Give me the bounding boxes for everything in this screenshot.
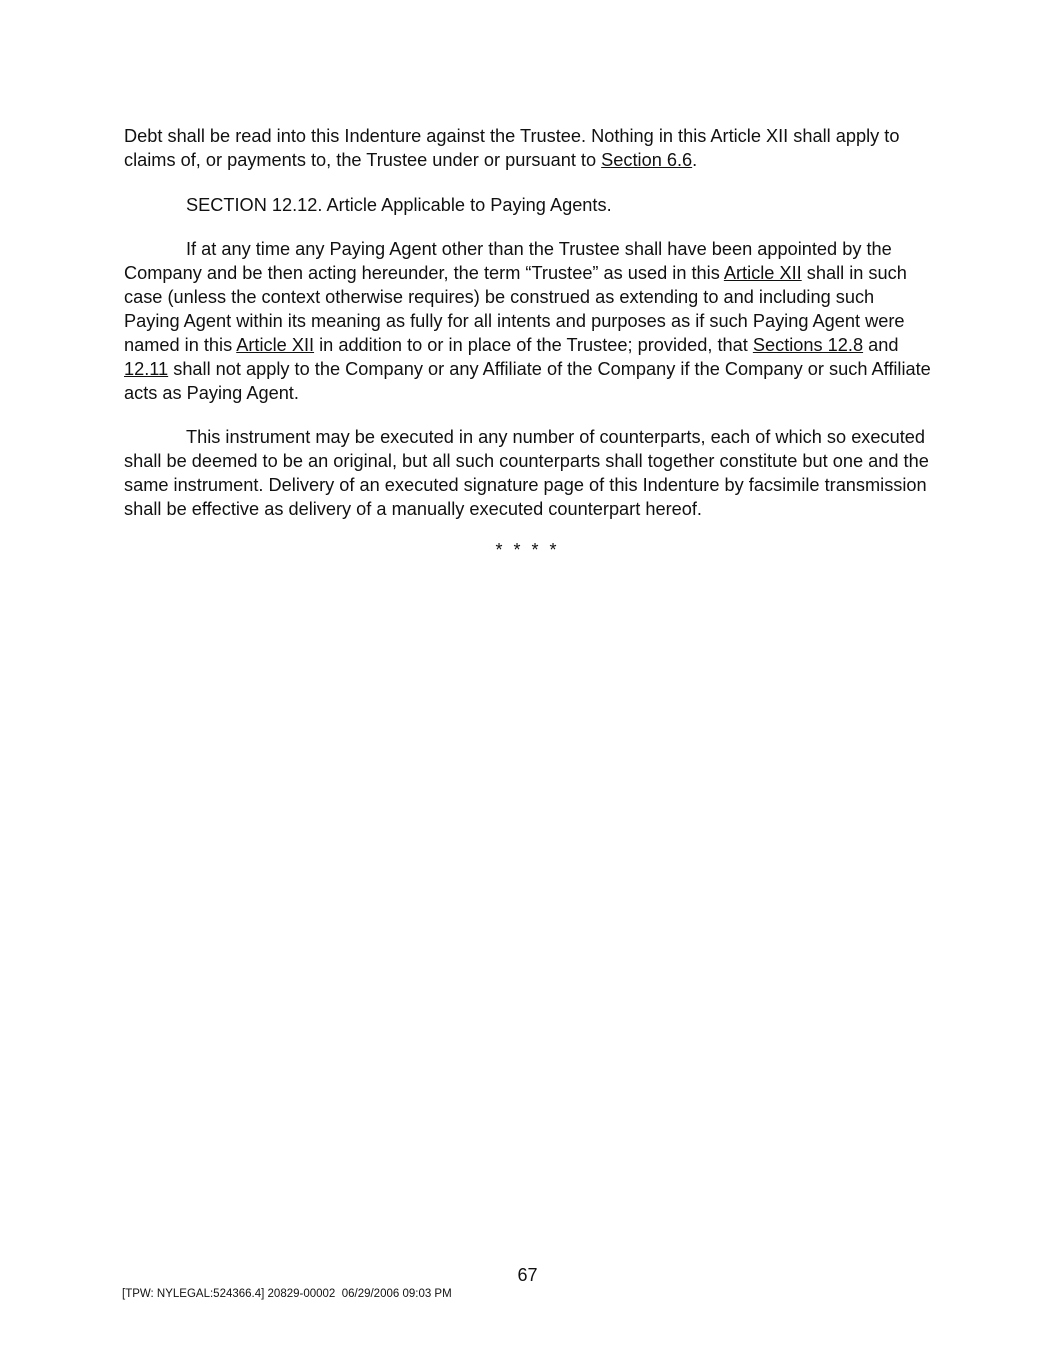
sections-12-8-reference: Sections 12.8 [752,335,864,355]
paragraph-text: shall in such case (unless the context otherwise requires) be construed as extending to and including such Paying Agent within its meaning as fully for all intents and purposes as if such Paying Agent were named in this [124,263,907,355]
section-separator: * * * * [495,540,560,560]
paragraph-text: Debt shall be read into this Indenture against the Trustee. Nothing in this Article XII shall apply to claims of, or payments to, the Trustee under or pursuant to [124,126,900,170]
page-number: 67 [517,1265,538,1285]
paragraph-paying-agent [124,237,934,405]
paragraph-text: If at any time any Paying Agent other than the Trustee shall have been appointed by the Company and be then acting hereunder, the term “Trustee” as used in this [124,239,892,283]
section-12-11-reference: 12.11 [124,359,169,379]
paragraph-text: . [692,150,698,170]
document-footer-reference: [TPW: NYLEGAL:524366.4] 20829-00002 06/29/2006 09:03 PM [122,1288,452,1300]
paragraph-counterparts: This instrument may be executed in any number of counterparts, each of which so executed shall be deemed to be an original, but all such counterparts shall together constitute but one and the same instrument. Delivery of an executed signature page of this Indenture by facsimile transmission shall be effective as delivery of a manually executed counterpart hereof. [124,427,929,519]
section-6-6-reference: Section 6.6 [601,150,693,170]
article-xii-reference: Article XII [236,335,315,355]
paragraph-debt-indenture [124,124,934,172]
paragraph-text: and [863,335,899,355]
article-xii-reference: Article XII [723,263,802,283]
paragraph-text: in addition to or in place of the Trustee; provided, that [314,335,753,355]
section-12-12-heading: SECTION 12.12. Article Applicable to Paying Agents. [186,195,612,215]
paragraph-text: shall not apply to the Company or any Affiliate of the Company if the Company or such Affiliate acts as Paying Agent. [124,359,931,403]
